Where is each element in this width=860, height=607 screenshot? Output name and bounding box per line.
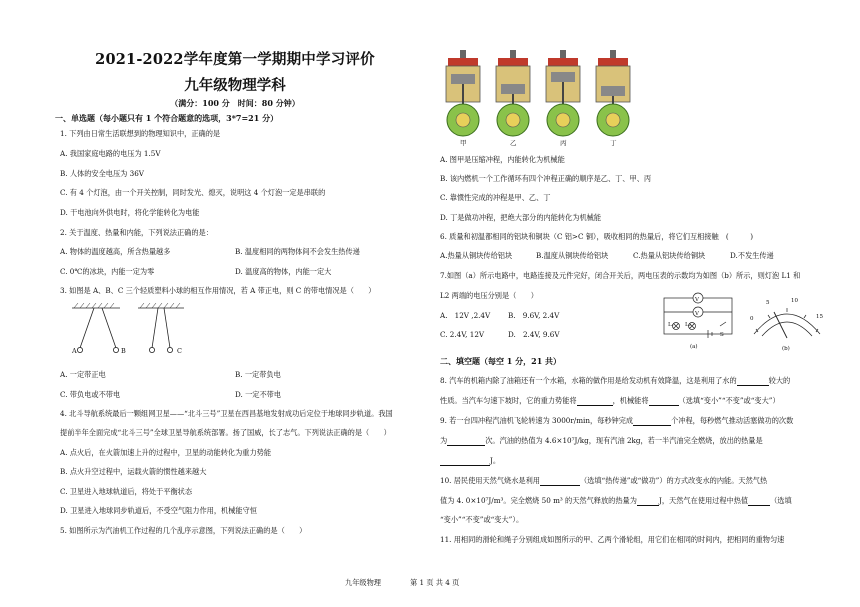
engine-label-jia: 甲: [460, 139, 467, 147]
footer-page-number: 第 1 页 共 4 页: [410, 578, 460, 587]
question-10-line-2: 值为 4. 0×10⁷J/m³。完全燃烧 50 m³ 的天然气释放的热量为 J，天然气在使用过程中热值 （选填: [440, 496, 792, 505]
figure-a-label: (a): [690, 344, 698, 350]
dial-tick-15: 15: [816, 314, 823, 320]
question-4-line-2: 提前半年全面完成“北斗三号”全球卫星导航系统部署。扬了国威，长了志气。下列说法正确的是（ ）: [60, 428, 391, 437]
q7-option-a: A. 12V ,2.4V: [440, 311, 491, 320]
q5-option-b: B. 该内燃机一个工作循环有四个冲程正确的顺序是乙、丁、甲、丙: [440, 174, 652, 183]
q1-option-a: A. 我国家庭电路的电压为 1.5V: [60, 149, 161, 158]
question-2: 2. 关于温度、热量和内能，下列说法正确的是：: [60, 228, 213, 237]
exam-subject: 九年级物理学科: [184, 77, 286, 94]
voltmeter-label-2: V: [695, 311, 699, 317]
question-4-line-1: 4. 北斗导航系统最后一颗组网卫星——“北斗三号”卫星在西昌基地发射成功后定位于地球同步轨道。我国: [60, 409, 393, 418]
q3-option-b: B. 一定带负电: [235, 370, 281, 379]
engine-strokes-figure: [438, 48, 638, 144]
engine-label-ding: 丁: [610, 139, 617, 147]
q3-option-d: D. 一定不带电: [235, 390, 282, 399]
charged-balls-figure: [72, 300, 202, 360]
question-1: 1. 下列由日常生活联想到的物理知识中，正确的是: [60, 129, 221, 138]
dial-tick-10: 10: [791, 298, 798, 304]
q3-option-a: A. 一定带正电: [60, 370, 106, 379]
question-7-line-2: L2 两端的电压分别是（ ）: [440, 291, 538, 300]
exam-meta: （满分：100 分 时间：80 分钟）: [170, 98, 300, 108]
question-9-line-3: J。: [440, 456, 500, 466]
q2-option-d: D. 温度高的物体，内能一定大: [235, 267, 332, 276]
q2-option-a: A. 物体的温度越高，所含热量越多: [60, 247, 171, 256]
switch-label: S: [720, 332, 724, 338]
engine-jia: [446, 50, 480, 136]
ball-label-c: C: [177, 347, 182, 355]
lamp-label-l1: L₁: [668, 322, 674, 328]
dial-tick-5: 5: [766, 300, 770, 306]
section-heading-choice: 一、单选题（每小题只有 1 个符合题意的选项，3*7=21 分）: [55, 113, 279, 123]
q5-option-a: A. 图甲是压缩冲程，内能转化为机械能: [440, 155, 565, 164]
q7-option-d: D. 2.4V, 9.6V: [508, 330, 560, 339]
voltmeter-dial: [748, 298, 826, 344]
exam-title: 2021-2022学年度第一学期期中学习评价: [95, 51, 375, 68]
question-10-line-1: 10. 居民使用天然气烧水是利用 （选填“热传递”或“做功”）的方式改变水的内能。天然气热: [440, 476, 768, 485]
q6-option-c: C.热量从铝块传给铜块: [633, 251, 706, 260]
q4-option-a: A. 点火后，在火箭加速上升的过程中，卫星的动能转化为重力势能: [60, 448, 272, 457]
dial-tick-0: 0: [750, 316, 754, 322]
question-9-line-1: 9. 若一台四冲程汽油机飞轮转速为 3000r/min，每秒钟完成 个冲程，每秒燃气推动活塞做功的次数: [440, 416, 794, 425]
question-11: 11. 用相同的滑轮和绳子分别组成如图所示的甲、乙两个滑轮组，用它们在相同的时间内，把相同的重物匀速: [440, 535, 785, 544]
engine-label-yi: 乙: [510, 139, 517, 147]
ball-label-b: B: [121, 347, 126, 355]
q5-option-c: C. 靠惯性完成的冲程是甲、乙、丁: [440, 193, 551, 202]
engine-yi: [496, 50, 530, 136]
question-8-line-1: 8. 汽车的机箱内除了油箱还有一个水箱，水箱的做作用是给发动机有效降温，这是利用了水的 较大的: [440, 376, 791, 385]
engine-bing: [546, 50, 580, 136]
question-10-line-3: “变小”“不变”或“变大”）。: [440, 515, 524, 524]
q6-option-a: A.热量从铜块传给铝块: [440, 251, 513, 260]
q4-option-b: B. 点火升空过程中，运载火箭的惯性越来越大: [60, 467, 207, 476]
q5-option-d: D. 丁是做功冲程，把绝大部分的内能转化为机械能: [440, 213, 602, 222]
figure-b-label: (b): [782, 346, 790, 352]
engine-ding: [596, 50, 630, 136]
section-heading-fill: 二、填空题（每空 1 分，21 共）: [440, 356, 562, 366]
q1-option-c: C. 有 4 个灯泡，由一个开关控制，同时发光、熄灭，说明这 4 个灯泡一定是串联的: [60, 188, 326, 197]
q6-option-d: D.不发生传递: [730, 251, 774, 260]
ball-label-a: A: [72, 347, 77, 355]
q2-option-c: C. 0℃的冰块，内能一定为零: [60, 267, 155, 276]
q7-option-c: C. 2.4V, 12V: [440, 330, 485, 339]
question-6: 6. 质量和初温都相同的铝块和铜块（C 铝>C 铜），吸收相同的热量后，将它们互相接触 ( ): [440, 232, 754, 241]
footer-subject: 九年级物理: [345, 578, 381, 587]
question-3: 3. 如图是 A、B、C 三个轻质塑料小球的相互作用情况，若 A 带正电，则 C 的带电情况是（ ）: [60, 286, 376, 295]
question-8-line-2: 性质。当汽车匀速下坡时，它的重力势能将 ，机械能将 （选填“变小”“不变”或“变大”）: [440, 396, 780, 405]
engine-label-bing: 丙: [560, 139, 567, 147]
lamp-label-l2: L₂: [685, 322, 691, 328]
q2-option-b: B. 温度相同的两物体间不会发生热传递: [235, 247, 360, 256]
q1-option-b: B. 人体的安全电压为 36V: [60, 169, 144, 178]
question-5: 5. 如图所示为汽油机工作过程的几个乱序示意图，下列说法正确的是（ ）: [60, 526, 307, 535]
q3-option-c: C. 带负电或不带电: [60, 390, 121, 399]
q6-option-b: B.温度从铜块传给铝块: [536, 251, 609, 260]
question-9-line-2: 为 次。汽油的热值为 4.6×10⁷J/kg，现有汽油 2kg，若一半汽油完全燃烧，放出的热量是: [440, 436, 763, 445]
question-7-line-1: 7.如图（a）所示电路中，电路连接及元件完好，闭合开关后，两电压表的示数均为如图（b）所示，则灯泡 L1 和: [440, 271, 801, 280]
q4-option-c: C. 卫星进入地球轨道后，将处于平衡状态: [60, 487, 193, 496]
q7-option-b: B. 9.6V, 2.4V: [508, 311, 560, 320]
q4-option-d: D. 卫星进入地球同步轨道后，不受空气阻力作用，机械能守恒: [60, 506, 257, 515]
voltmeter-label-1: V: [695, 297, 699, 303]
q1-option-d: D. 干电池向外供电时，将化学能转化为电能: [60, 208, 200, 217]
